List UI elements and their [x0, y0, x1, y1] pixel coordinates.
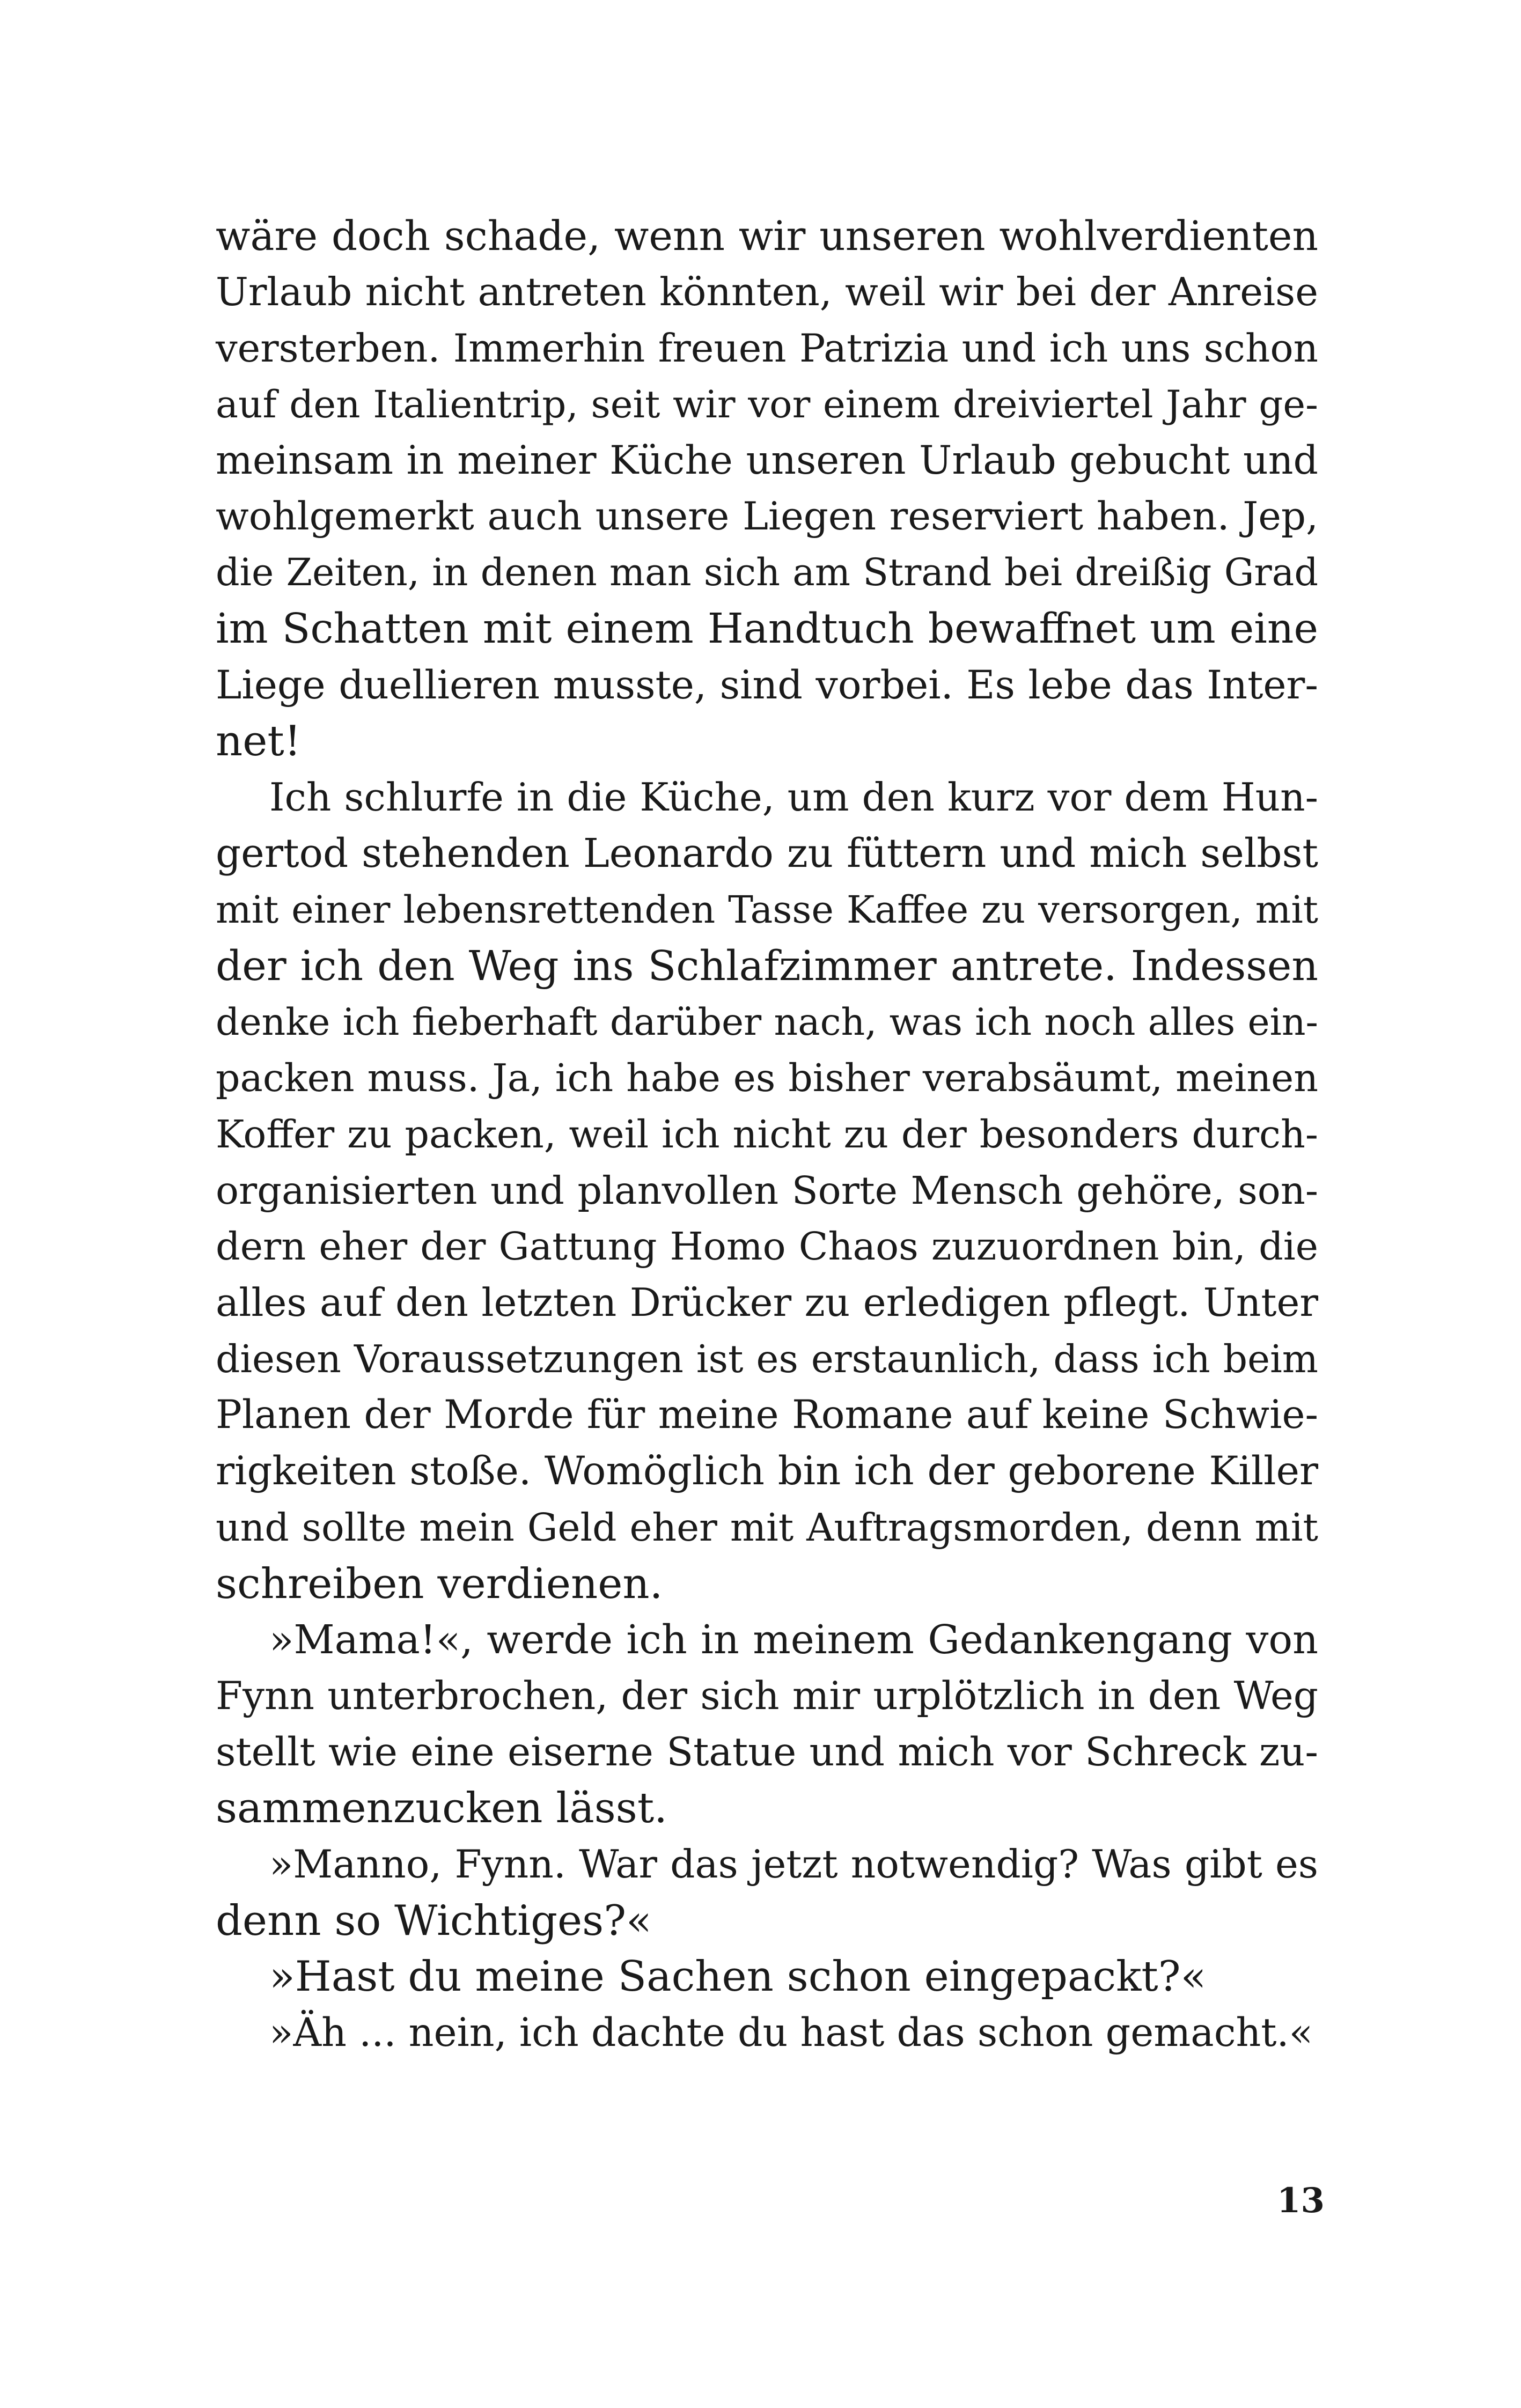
text-line: »Hast du meine Sachen schon eingepackt?«	[269, 1953, 1207, 2001]
text-line: Liege duellieren musste, sind vorbei. Es lebe das Inter-	[216, 662, 1318, 708]
text-line: versterben. Immerhin freuen Patrizia und ich uns schon	[216, 326, 1318, 371]
text-line: meinsam in meiner Küche unseren Urlaub gebucht und	[216, 438, 1318, 483]
text-line: stellt wie eine eiserne Statue und mich vor Schreck zu-	[216, 1729, 1318, 1775]
text-line: dern eher der Gattung Homo Chaos zuzuordnen bin, die	[216, 1224, 1318, 1269]
text-line: rigkeiten stoße. Womöglich bin ich der geborene Killer	[216, 1448, 1318, 1494]
text-line: »Mama!«, werde ich in meinem Gedankengang von	[269, 1616, 1318, 1663]
text-line: sammenzucken lässt.	[216, 1784, 667, 1833]
text-line: Urlaub nicht antreten könnten, weil wir bei der Anreise	[216, 269, 1318, 315]
page-number: 13	[1277, 2181, 1325, 2221]
text-line: denke ich fieberhaft darüber nach, was ich noch alles ein-	[216, 1000, 1318, 1044]
text-line: im Schatten mit einem Handtuch bewaffnet um eine	[216, 605, 1318, 653]
text-line: Koffer zu packen, weil ich nicht zu der besonders durch-	[216, 1112, 1318, 1157]
text-line: wohlgemerkt auch unsere Liegen reserviert haben. Jep,	[216, 494, 1318, 540]
text-line: wäre doch schade, wenn wir unseren wohlverdienten	[216, 212, 1318, 260]
text-line: Fynn unterbrochen, der sich mir urplötzlich in den Weg	[216, 1673, 1318, 1719]
text-line: packen muss. Ja, ich habe es bisher verabsäumt, meinen	[216, 1056, 1318, 1101]
body-text	[216, 208, 1318, 2061]
text-line: Ich schlurfe in die Küche, um den kurz vor dem Hun-	[269, 775, 1318, 820]
text-line: schreiben verdienen.	[216, 1559, 663, 1608]
text-line: denn so Wichtiges?«	[216, 1896, 652, 1945]
text-line: »Äh ... nein, ich dachte du hast das schon gemacht.«	[269, 2010, 1313, 2056]
text-line: und sollte mein Geld eher mit Auftragsmorden, denn mit	[216, 1505, 1318, 1550]
text-line: mit einer lebensrettenden Tasse Kaffee zu versorgen, mit	[216, 888, 1318, 932]
text-line: alles auf den letzten Drücker zu erledigen pflegt. Unter	[216, 1280, 1318, 1326]
text-line: net!	[216, 717, 302, 766]
text-line: »Manno, Fynn. War das jetzt notwendig? Was gibt es	[269, 1842, 1318, 1887]
text-line: diesen Voraussetzungen ist es erstaunlich, dass ich beim	[216, 1336, 1318, 1381]
text-line: auf den Italientrip, seit wir vor einem dreiviertel Jahr ge-	[216, 382, 1318, 427]
text-line: der ich den Weg ins Schlafzimmer antrete. Indessen	[216, 941, 1318, 990]
text-line: gertod stehenden Leonardo zu füttern und mich selbst	[216, 830, 1318, 877]
text-line: organisierten und planvollen Sorte Mensch gehöre, son-	[216, 1168, 1318, 1213]
text-line: die Zeiten, in denen man sich am Strand bei dreißig Grad	[216, 551, 1318, 595]
text-line: Planen der Morde für meine Romane auf keine Schwie-	[216, 1393, 1318, 1438]
